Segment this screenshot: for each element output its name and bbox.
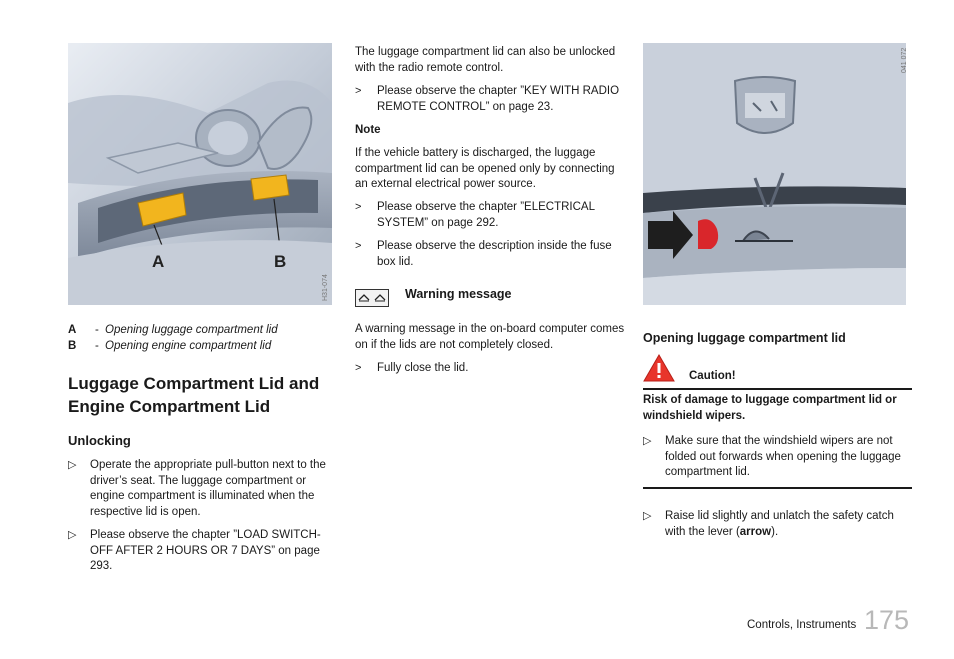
legend-text: Opening luggage compartment lid <box>105 324 278 336</box>
page-number: 175 <box>864 605 910 635</box>
note-heading: Note <box>355 124 381 136</box>
warning-lid-icon <box>355 289 389 307</box>
seat-buttons-figure <box>68 43 332 305</box>
list-item <box>355 361 627 377</box>
bullet-icon: > <box>355 85 362 97</box>
bullet-icon: > <box>355 362 362 374</box>
legend-item-b <box>68 339 338 355</box>
bullet-icon: ▷ <box>643 510 652 522</box>
list-item-text: Please observe the chapter ”KEY WITH RADIO REMOTE CONTROL” on page 23. <box>377 85 620 113</box>
list-item <box>68 458 336 520</box>
legend-dash: - <box>95 339 99 352</box>
warning-heading: Warning message <box>405 287 512 301</box>
step-text-after: ). <box>771 525 779 538</box>
list-item-text: Operate the appropriate pull-button next to the driver’s seat. The luggage compartment or engine compartment is illuminated when the respective lid is open. <box>90 459 326 518</box>
bullet-icon: ▷ <box>68 529 77 541</box>
list-item-text: Please observe the description inside the fuse box lid. <box>377 240 612 268</box>
step-text-before: Raise lid slightly and unlatch the safety catch with the lever ( <box>665 510 894 538</box>
note-paragraph: If the vehicle battery is discharged, the luggage compartment lid can be opened only by connecting an external electrical power source. <box>355 147 615 190</box>
section-heading <box>68 372 338 418</box>
legend-dash: - <box>95 324 99 336</box>
section-heading-line2: Engine Compartment Lid <box>68 397 271 416</box>
legend-key: A <box>68 324 77 336</box>
luggage-lid-illustration <box>643 43 906 305</box>
warning-paragraph: A warning message in the on-board computer comes on if the lids are not completely closed. <box>355 323 625 351</box>
list-item-text: Please observe the chapter ”ELECTRICAL SYSTEM” on page 292. <box>377 201 595 229</box>
list-item <box>355 84 627 115</box>
luggage-lid-figure <box>643 43 906 305</box>
figure-legend <box>68 323 338 354</box>
legend-key: B <box>68 339 77 352</box>
figure-label-a: A <box>152 252 165 271</box>
figure-label-b: B <box>274 252 287 271</box>
bullet-icon: ▷ <box>643 435 652 447</box>
unlocking-subheading: Unlocking <box>68 433 131 448</box>
caution-top-rule <box>643 388 912 390</box>
figure-code: H31-074 <box>322 274 329 301</box>
caution-bold-text: Risk of damage to luggage compartment lid or windshield wipers. <box>643 394 897 422</box>
list-item <box>643 509 912 540</box>
legend-item-a <box>68 323 338 339</box>
footer-section-title: Controls, Instruments <box>747 619 857 631</box>
bullet-icon: > <box>355 240 362 252</box>
list-item <box>643 434 912 481</box>
bullet-icon: > <box>355 201 362 213</box>
list-item-text: Make sure that the windshield wipers are not folded out forwards when opening the luggage compartment lid. <box>665 435 901 478</box>
bullet-icon: ▷ <box>68 459 77 471</box>
caution-icon <box>643 354 675 382</box>
seat-buttons-illustration <box>68 43 332 305</box>
list-item <box>355 200 615 231</box>
step-text-bold: arrow <box>739 525 772 538</box>
list-item <box>68 528 324 575</box>
caution-label: Caution! <box>689 370 736 382</box>
intro-paragraph: The luggage compartment lid can also be unlocked with the radio remote control. <box>355 46 616 74</box>
caution-bottom-rule <box>643 487 912 489</box>
opening-lid-heading: Opening luggage compartment lid <box>643 331 846 345</box>
list-item-text <box>665 509 912 540</box>
legend-text: Opening engine compartment lid <box>105 339 272 352</box>
list-item-text: Fully close the lid. <box>377 362 469 374</box>
figure-code: 041 072 <box>901 47 908 73</box>
list-item <box>355 239 627 270</box>
section-heading-line1: Luggage Compartment Lid and <box>68 374 320 393</box>
list-item-text: Please observe the chapter ”LOAD SWITCH-OFF AFTER 2 HOURS OR 7 DAYS” on page 293. <box>90 529 321 572</box>
